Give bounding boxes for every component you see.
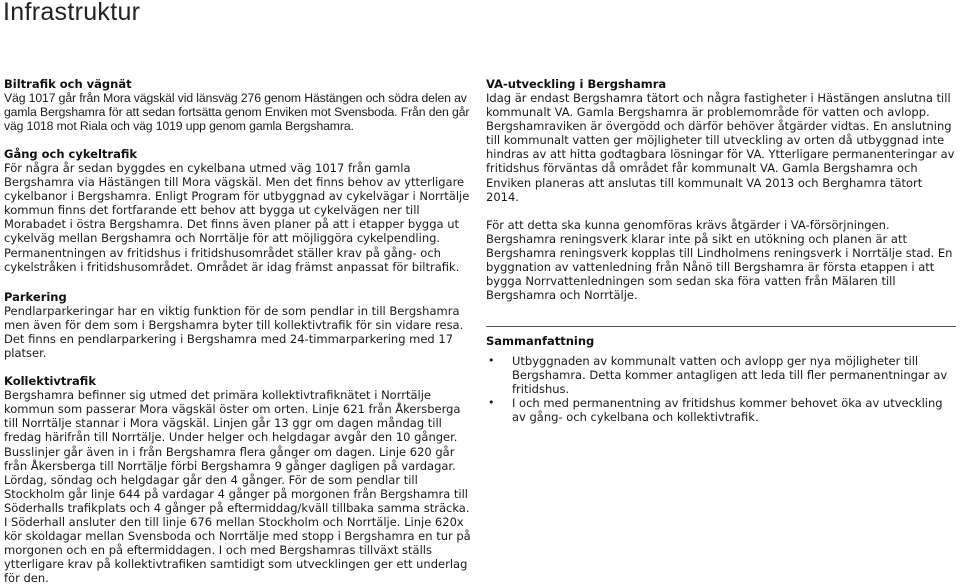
section-biltrafik bbox=[4, 77, 474, 133]
left-column bbox=[4, 77, 474, 585]
right-column bbox=[486, 77, 956, 302]
section-text-va-1: Idag är endast Bergshamra tätort och några fastigheter i Hästängen anslutna till kommunalt VA. Gamla Bergshamra är problemområde för vatten och avlopp. Bergshamraviken är övergödd och därför behöver åtgärder vidtas. En anslutning till kommunalt vatten ger möjligheter till utveckling av orten då utbyggnad inte hindras av att hitta godtagbara lösningar för VA. Ytterligare permanenteringar av fritidshus förväntas då området får kommunalt VA. Gamla Bergshamra och Enviken planeras att anslutas till kommunalt VA 2013 och Berghamra tätort 2014. bbox=[486, 91, 955, 204]
section-text-kollektivtrafik: Bergshamra befinner sig utmed det primära kollektivtrafiknätet i Norrtälje kommun som passerar Mora vägskäl öster om orten. Linje 621 från Åkersberga till Norrtälje stannar i Mora vägskäl. Linjen går 13 ggr om dagen måndag till fredag härifrån till Norrtälje. Under helger och helgdagar avgår den 10 gånger. Busslinjer går även in i från Bergshamra flera gånger om dagen. Linje 620 går från Åkersberga till Norrtälje förbi Bergshamra 9 gånger dagligen på vardagar. Lördag, söndag och helgdagar går den 4 gånger. För de som pendlar till Stockholm går linje 644 på vardagar 4 gånger på morgonen från Bergshamra till Söderhalls trafikplats och 4 gånger på eftermiddag/kväll tillbaka samma sträcka. I Söderhall ansluter den till linje 676 mellan Stockholm och Norrtälje. Linje 620x kör skoldagar mellan Svensboda och Norrtälje med stopp i Bergshamra en tur på morgonen och en på eftermiddagen. I och med Bergshamras tillväxt ställs ytterligare krav på kollektivtrafiken samtidigt som utvecklingen ger ett underlag för den. bbox=[4, 388, 471, 585]
section-gang-cykel bbox=[4, 147, 474, 274]
summary-list-item: • Utbyggnaden av kommunalt vatten och avlopp ger nya möjligheter till Bergshamra. Detta kommer antagligen att leda till fler permanentningar av fritidshus. bbox=[488, 354, 948, 397]
summary-top-rule bbox=[486, 326, 956, 327]
page-title: Infrastruktur bbox=[3, 0, 141, 26]
section-heading-gang-cykel: Gång och cykeltrafik bbox=[4, 147, 138, 161]
summary-list-item: • I och med permanentning av fritidshus kommer behovet öka av utveckling av gång- och cykelbana och kollektivtrafik. bbox=[488, 396, 943, 425]
bullet-icon: • bbox=[488, 354, 495, 367]
section-kollektivtrafik bbox=[4, 374, 474, 585]
section-heading-parkering: Parkering bbox=[4, 289, 67, 304]
section-heading-va: VA-utveckling i Bergshamra bbox=[486, 77, 667, 91]
bullet-icon: • bbox=[488, 396, 495, 410]
section-text-parkering: Pendlarparkeringar har en viktig funktion för de som pendlar in till Bergshamra men även för dem som i Bergshamra byter till kollektivtrafik för sin vidare resa. Det finns en pendlarparkering i Bergshamra med 24-timmarparkering med 17 platser. bbox=[4, 303, 464, 361]
summary-box bbox=[486, 334, 956, 424]
summary-heading: Sammanfattning bbox=[486, 334, 595, 348]
section-text-gang-cykel: För några år sedan byggdes en cykelbana utmed väg 1017 från gamla Bergshamra via Hästängen till Mora vägskäl. Men det finns behov av ytterligare cykelbanor i Bergshamra. Enligt Program för utbyggnad av cykelvägar i Norrtälje kommun finns det fortfarande ett behov att bygga ut cykelvägen ner till Morabadet i östra Bergshamra. Det finns även planer på att i etapper bygga ut cykelväg mellan Bergshamra och Norrtälje för att möjliggöra cykelpendling. Permanentningen av fritidshus i fritidshusområdet ställer krav på gång- och cykelstråken i fritidshusområdet. Området är idag främst anpassat för biltrafik. bbox=[4, 161, 470, 274]
summary-list bbox=[486, 354, 956, 424]
section-va-utveckling bbox=[486, 77, 956, 302]
section-heading-kollektivtrafik: Kollektivtrafik bbox=[4, 374, 96, 389]
section-text-va-2: För att detta ska kunna genomföras krävs åtgärder i VA-försörjningen. Bergshamra reningsverk klarar inte på sikt en utökning och planen är att Bergshamra reningsverk kopplas till Lindholmens reningsverk i Norrtälje stad. En byggnation av vattenledning från Nånö till Bergshamra är första etappen i att bygga Norrvattenledningen som sedan ska föra vatten från Mälaren till Bergshamra och Norrtälje. bbox=[486, 217, 953, 303]
section-parkering bbox=[4, 290, 474, 360]
section-heading-biltrafik: Biltrafik och vägnät bbox=[4, 77, 132, 91]
section-text-biltrafik: Väg 1017 går från Mora vägskäl vid länsväg 276 genom Hästängen och södra delen av gamla Bergshamra för att sedan fortsätta genom Enviken mot Svensboda. Från den går väg 1018 mot Riala och väg 1019 upp genom gamla Bergshamra. bbox=[4, 91, 470, 133]
